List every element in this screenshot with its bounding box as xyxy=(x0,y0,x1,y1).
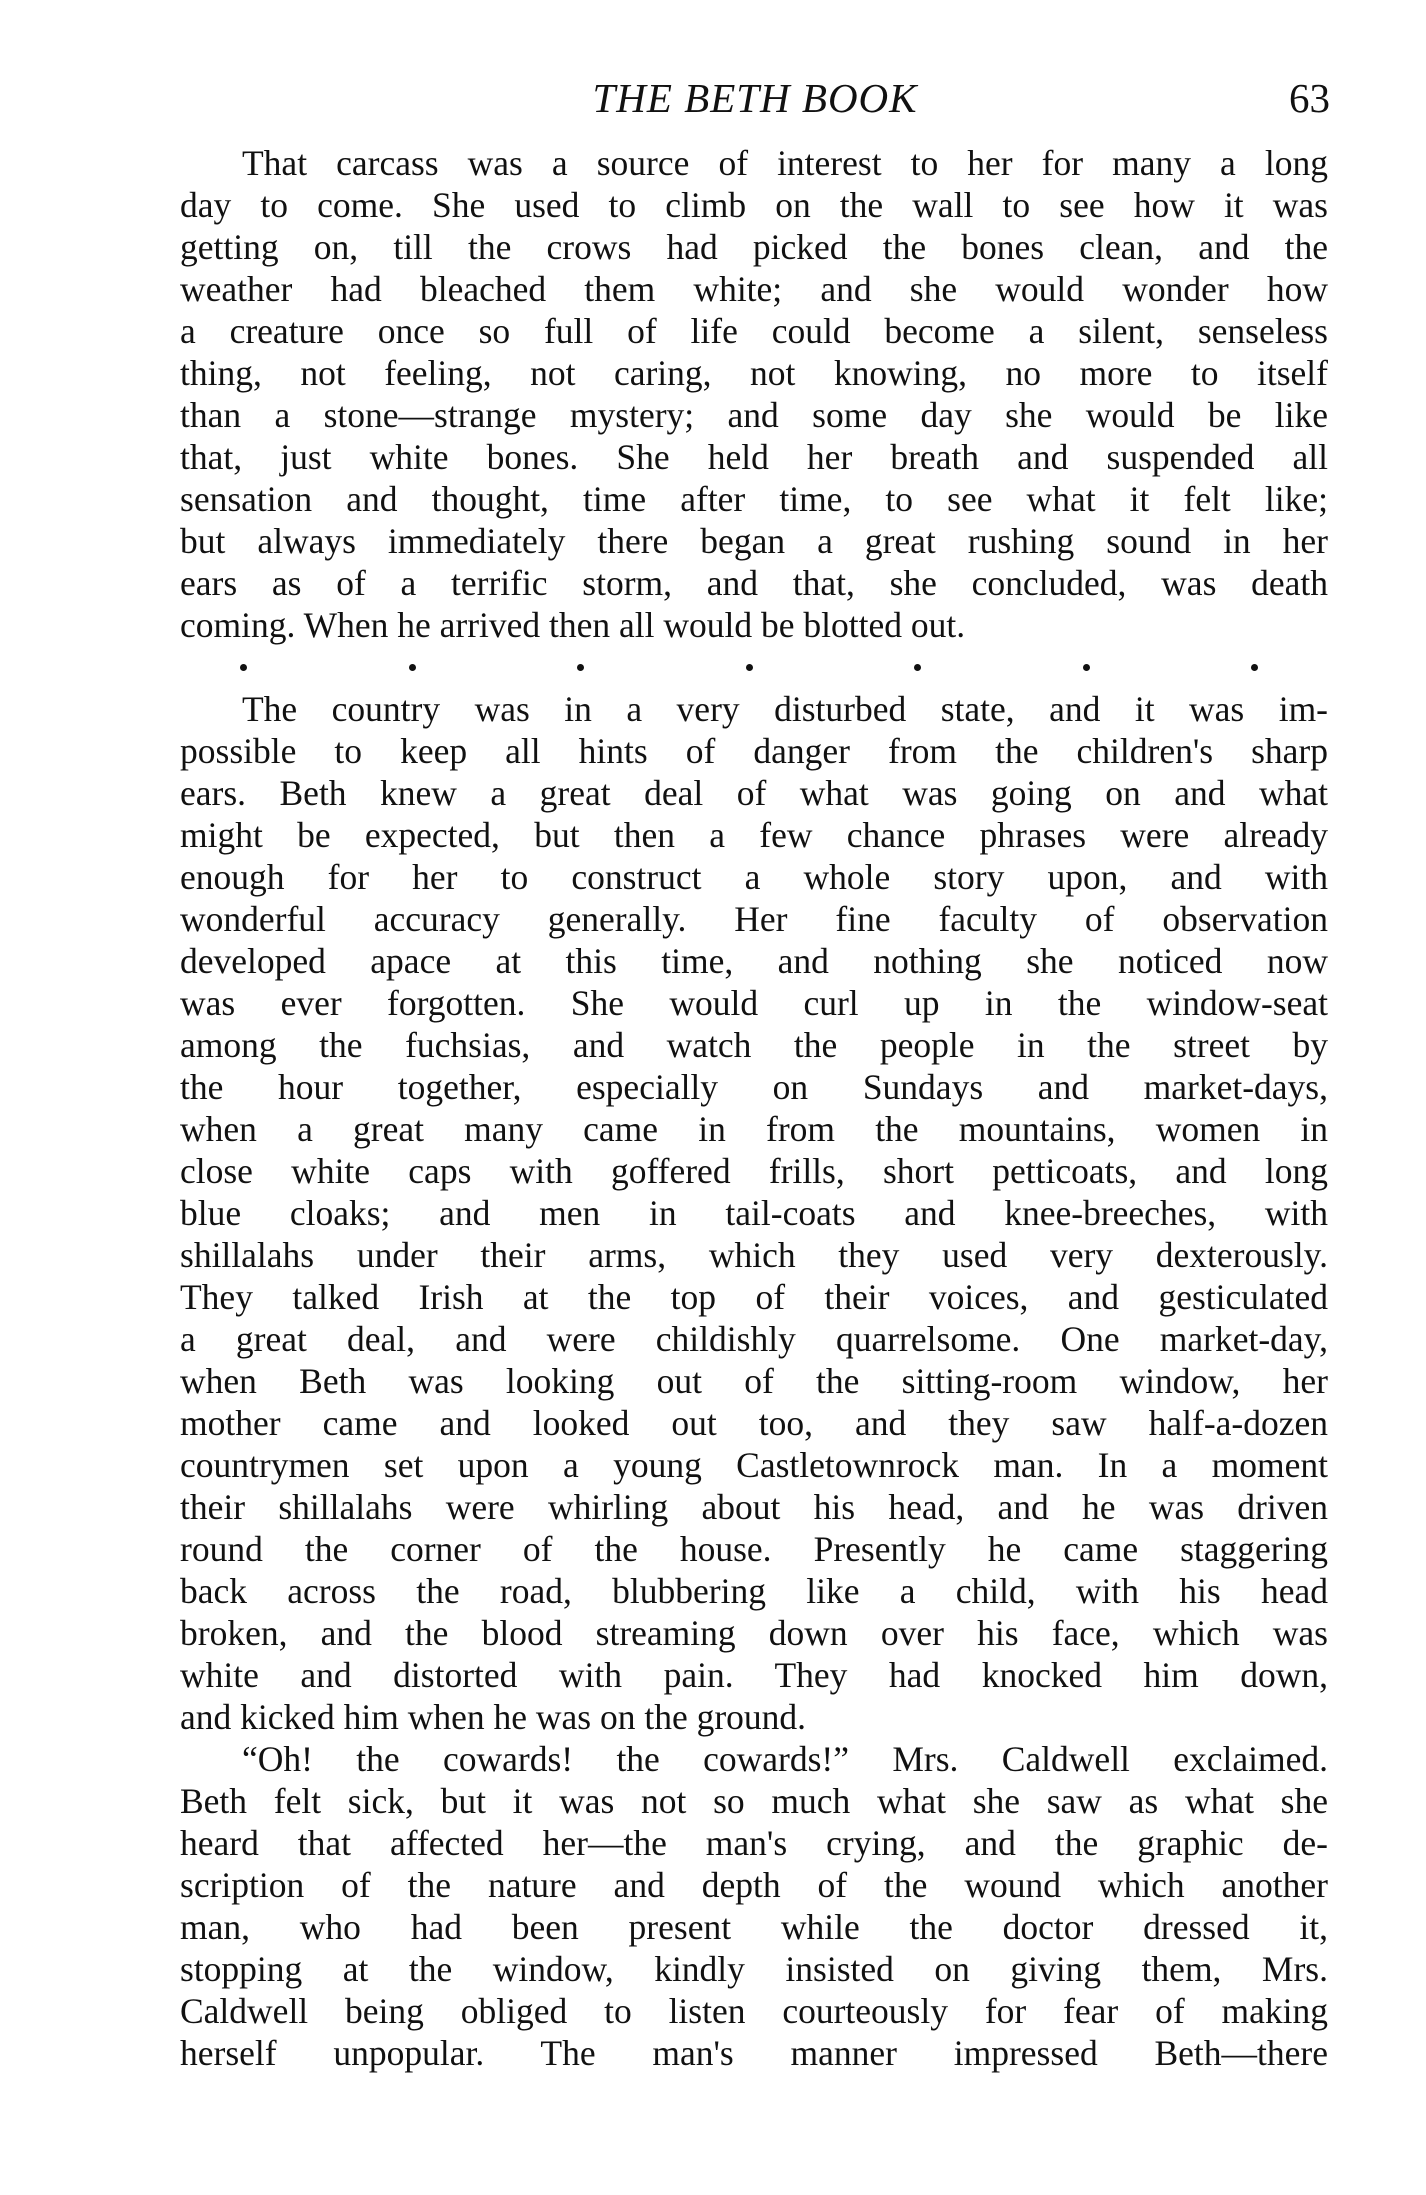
text-line: a creature once so full of life could become a silent, senseless xyxy=(180,311,1328,351)
text-line: thing, not feeling, not caring, not knowing, no more to itself xyxy=(180,353,1328,393)
text-line: but always immediately there began a great rushing sound in her xyxy=(180,521,1328,561)
text-line: back across the road, blubbering like a child, with his head xyxy=(180,1571,1328,1611)
text-line: ears as of a terrific storm, and that, she concluded, was death xyxy=(180,563,1328,603)
text-line: wonderful accuracy generally. Her fine faculty of observation xyxy=(180,899,1328,939)
text-line: coming. When he arrived then all would be blotted out. xyxy=(180,605,966,645)
text-line: getting on, till the crows had picked the bones clean, and the xyxy=(180,227,1328,267)
section-dot xyxy=(1251,664,1258,671)
text-line: That carcass was a source of interest to her for many a long xyxy=(242,143,1328,183)
text-line: among the fuchsias, and watch the people in the street by xyxy=(180,1025,1328,1065)
text-line: man, who had been present while the doctor dressed it, xyxy=(180,1907,1328,1947)
section-dot xyxy=(746,664,753,671)
text-line: close white caps with goffered frills, short petticoats, and long xyxy=(180,1151,1328,1191)
text-line: They talked Irish at the top of their voices, and gesticulated xyxy=(180,1277,1328,1317)
section-dot xyxy=(1083,664,1090,671)
text-line: mother came and looked out too, and they saw half-a-dozen xyxy=(180,1403,1328,1443)
text-line: white and distorted with pain. They had knocked him down, xyxy=(180,1655,1328,1695)
text-line: blue cloaks; and men in tail-coats and knee-breeches, with xyxy=(180,1193,1328,1233)
text-line: when Beth was looking out of the sitting-room window, her xyxy=(180,1361,1328,1401)
running-title: THE BETH BOOK xyxy=(592,75,918,121)
text-line: than a stone—strange mystery; and some day she would be like xyxy=(180,395,1328,435)
section-dot xyxy=(577,664,584,671)
text-line: when a great many came in from the mountains, women in xyxy=(180,1109,1328,1149)
text-line: might be expected, but then a few chance phrases were already xyxy=(180,815,1328,855)
section-dot xyxy=(240,664,247,671)
paragraph-2 xyxy=(180,688,1328,1738)
text-line: round the corner of the house. Presently he came staggering xyxy=(180,1529,1328,1569)
text-line: Caldwell being obliged to listen courteously for fear of making xyxy=(180,1991,1328,2031)
text-line: stopping at the window, kindly insisted on giving them, Mrs. xyxy=(180,1949,1328,1989)
text-line: heard that affected her—the man's crying, and the graphic de- xyxy=(180,1823,1328,1863)
text-line: developed apace at this time, and nothing she noticed now xyxy=(180,941,1328,981)
text-line: possible to keep all hints of danger from the children's sharp xyxy=(180,731,1328,771)
section-dot xyxy=(914,664,921,671)
text-line: sensation and thought, time after time, to see what it felt like; xyxy=(180,479,1328,519)
text-line: countrymen set upon a young Castletownrock man. In a moment xyxy=(180,1445,1328,1485)
text-line: ears. Beth knew a great deal of what was going on and what xyxy=(180,773,1328,813)
running-head xyxy=(180,68,1330,128)
text-line: that, just white bones. She held her breath and suspended all xyxy=(180,437,1328,477)
text-line: shillalahs under their arms, which they used very dexterously. xyxy=(180,1235,1328,1275)
paragraph-3 xyxy=(180,1738,1328,2074)
text-line: broken, and the blood streaming down over his face, which was xyxy=(180,1613,1328,1653)
text-line: their shillalahs were whirling about his head, and he was driven xyxy=(180,1487,1328,1527)
body-text xyxy=(180,142,1328,2074)
text-line: Beth felt sick, but it was not so much what she saw as what she xyxy=(180,1781,1328,1821)
text-line: was ever forgotten. She would curl up in the window-seat xyxy=(180,983,1328,1023)
text-line: The country was in a very disturbed state, and it was im- xyxy=(242,689,1328,729)
text-line: the hour together, especially on Sundays and market-days, xyxy=(180,1067,1328,1107)
paragraph-1 xyxy=(180,142,1328,646)
text-line: a great deal, and were childishly quarrelsome. One market-day, xyxy=(180,1319,1328,1359)
text-line: weather had bleached them white; and she would wonder how xyxy=(180,269,1328,309)
section-break xyxy=(180,646,1328,688)
page-number: 63 xyxy=(1289,75,1330,121)
text-line: scription of the nature and depth of the wound which another xyxy=(180,1865,1328,1905)
text-line: herself unpopular. The man's manner impressed Beth—there xyxy=(180,2033,1328,2073)
text-line: “Oh! the cowards! the cowards!” Mrs. Caldwell exclaimed. xyxy=(242,1739,1328,1779)
text-line: day to come. She used to climb on the wall to see how it was xyxy=(180,185,1328,225)
section-dot xyxy=(409,664,416,671)
text-line: enough for her to construct a whole story upon, and with xyxy=(180,857,1328,897)
text-line: and kicked him when he was on the ground. xyxy=(180,1697,807,1737)
